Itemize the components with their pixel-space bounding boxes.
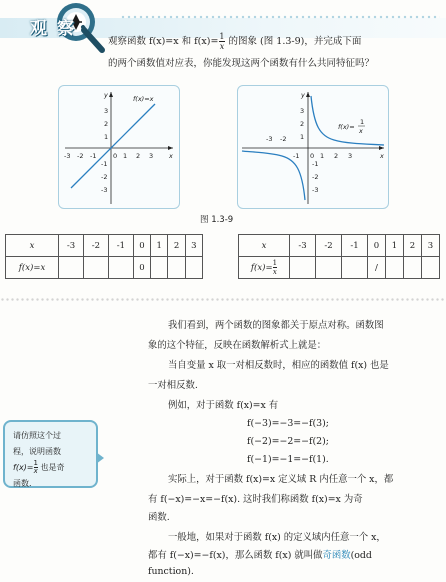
section-divider <box>0 297 446 303</box>
y-tick: 2 <box>300 120 305 128</box>
y-tick: 3 <box>300 107 305 115</box>
text-line: 一对相反数. <box>148 380 198 391</box>
x-tick: -3 <box>266 135 273 143</box>
table-cell: -3 <box>59 235 84 257</box>
table-row-label: f(x)=x <box>6 257 59 279</box>
table-cell: 0 <box>133 257 150 279</box>
y-tick: 1 <box>300 133 305 141</box>
table-cell: / <box>368 257 386 279</box>
table-row-label: f(x)= $\frac{1}{x}$ <box>239 257 290 279</box>
table-cell[interactable] <box>168 257 185 279</box>
table-cell: -3 <box>290 235 316 257</box>
table-cell[interactable] <box>342 257 368 279</box>
text-line: 当自变量 x 取一对相反数时，相应的函数值 f(x) 也是 <box>168 360 389 371</box>
table-cell: 0 <box>133 235 150 257</box>
y-tick: -2 <box>312 173 319 181</box>
x-tick: 2 <box>136 152 141 160</box>
header-dots <box>120 14 440 20</box>
x-tick: 1 <box>320 152 325 160</box>
note-line: f(x)= $\frac{1}{x}$ 也是奇 <box>13 459 65 475</box>
intro-fraction: $\frac{1}{x}$ <box>219 32 225 51</box>
note-pointer <box>96 452 104 464</box>
y-axis-label: y <box>104 91 108 99</box>
text-line: function). <box>148 566 194 577</box>
table-cell: x <box>6 235 59 257</box>
table-row-header <box>239 235 440 257</box>
intro-line-1: 观察函数 f(x)=x 和 f(x)= $\frac{1}{x}$ 的图象 (图 1.3-9)，并完成下面 <box>108 32 362 51</box>
hyperbola-branch-positive <box>311 96 384 145</box>
equation-line: f(−1)=−1=−f(1). <box>247 454 329 465</box>
table-cell: 0 <box>368 235 386 257</box>
text-line: 我们看到，两个函数的图象都关于原点对称。函数图 <box>168 320 384 331</box>
x-tick: -1 <box>90 152 97 160</box>
table-cell[interactable] <box>185 257 202 279</box>
y-tick: -3 <box>312 186 319 194</box>
table-cell[interactable] <box>151 257 168 279</box>
text-line: 象的这个特征，反映在函数解析式上就是： <box>148 340 327 351</box>
text-line: 函数. <box>148 512 170 523</box>
identity-line <box>71 104 155 188</box>
graph-reciprocal <box>237 85 389 209</box>
table-cell[interactable] <box>59 257 84 279</box>
y-axis-label: y <box>301 91 305 99</box>
table-row-values <box>6 257 203 279</box>
x-axis-label: x <box>169 152 173 160</box>
y-tick: -1 <box>101 160 108 168</box>
text-line: 实际上，对于函数 f(x)=x 定义域 R 内任意一个 x，都 <box>168 474 394 485</box>
y-tick: 3 <box>104 107 109 115</box>
y-tick: -1 <box>312 160 319 168</box>
x-tick: 1 <box>123 152 128 160</box>
x-tick: 3 <box>348 152 353 160</box>
table-cell[interactable] <box>421 257 439 279</box>
text-line: 一般地，如果对于函数 f(x) 的定义域内任意一个 x， <box>168 532 386 543</box>
term-odd-function: 奇函数 <box>322 550 351 561</box>
table-row-values <box>239 257 440 279</box>
table-cell: 3 <box>421 235 439 257</box>
note-line: 请仿照这个过 <box>13 431 61 440</box>
x-tick: -1 <box>293 152 300 160</box>
figure-caption: 图 1.3-9 <box>200 215 234 225</box>
table-cell[interactable] <box>108 257 133 279</box>
x-tick: 0 <box>310 152 315 160</box>
body-paragraph-1 <box>148 316 440 356</box>
table-cell: -2 <box>316 235 342 257</box>
table-row-header <box>6 235 203 257</box>
table-cell: 1 <box>151 235 168 257</box>
intro-line-2: 的两个函数值对应表，你能发现这两个函数有什么共同特征吗？ <box>108 58 375 69</box>
graph-identity <box>58 85 180 209</box>
table-cell[interactable] <box>385 257 403 279</box>
x-tick: -2 <box>77 152 84 160</box>
table-cell: -1 <box>108 235 133 257</box>
function-label-den: x <box>359 127 363 135</box>
side-note <box>3 420 98 488</box>
table-cell: -2 <box>83 235 108 257</box>
table-cell[interactable] <box>290 257 316 279</box>
equation-line: f(−3)=−3=−f(3); <box>247 418 329 429</box>
section-badge-title: 观察 <box>30 19 84 39</box>
x-tick: -3 <box>64 152 71 160</box>
table-cell: 2 <box>403 235 421 257</box>
y-tick: -2 <box>101 173 108 181</box>
x-tick: 0 <box>113 152 118 160</box>
x-tick: 3 <box>149 152 154 160</box>
x-tick: 2 <box>334 152 339 160</box>
text-line: 有 f(−x)=−x=−f(x). 这时我们称函数 f(x)=x 为奇 <box>148 494 363 505</box>
function-label: f(x)=x <box>133 95 154 103</box>
definition-line: 都有 f(−x)=−f(x)，那么函数 f(x) 就叫做奇函数(odd <box>148 550 372 561</box>
note-line: 函数. <box>13 479 32 488</box>
text-line: 例如，对于函数 f(x)=x 有 <box>168 400 279 411</box>
table-cell: 2 <box>168 235 185 257</box>
table-cell: x <box>239 235 290 257</box>
table-cell: -1 <box>342 235 368 257</box>
table-cell: 3 <box>185 235 202 257</box>
table-cell[interactable] <box>83 257 108 279</box>
x-tick: -2 <box>280 135 287 143</box>
intro-paragraph <box>108 31 438 75</box>
y-tick: -3 <box>101 186 108 194</box>
note-line: 程，说明函数 <box>13 447 61 456</box>
value-table-identity <box>5 234 203 279</box>
table-cell[interactable] <box>316 257 342 279</box>
function-label-pre: f(x)= <box>338 123 355 131</box>
table-cell[interactable] <box>403 257 421 279</box>
function-label-num: 1 <box>360 118 365 126</box>
table-cell: 1 <box>385 235 403 257</box>
value-table-reciprocal <box>238 234 440 279</box>
equation-line: f(−2)=−2=−f(2); <box>247 436 329 447</box>
y-tick: 2 <box>104 120 109 128</box>
x-axis-label: x <box>380 152 384 160</box>
y-tick: 1 <box>104 133 109 141</box>
